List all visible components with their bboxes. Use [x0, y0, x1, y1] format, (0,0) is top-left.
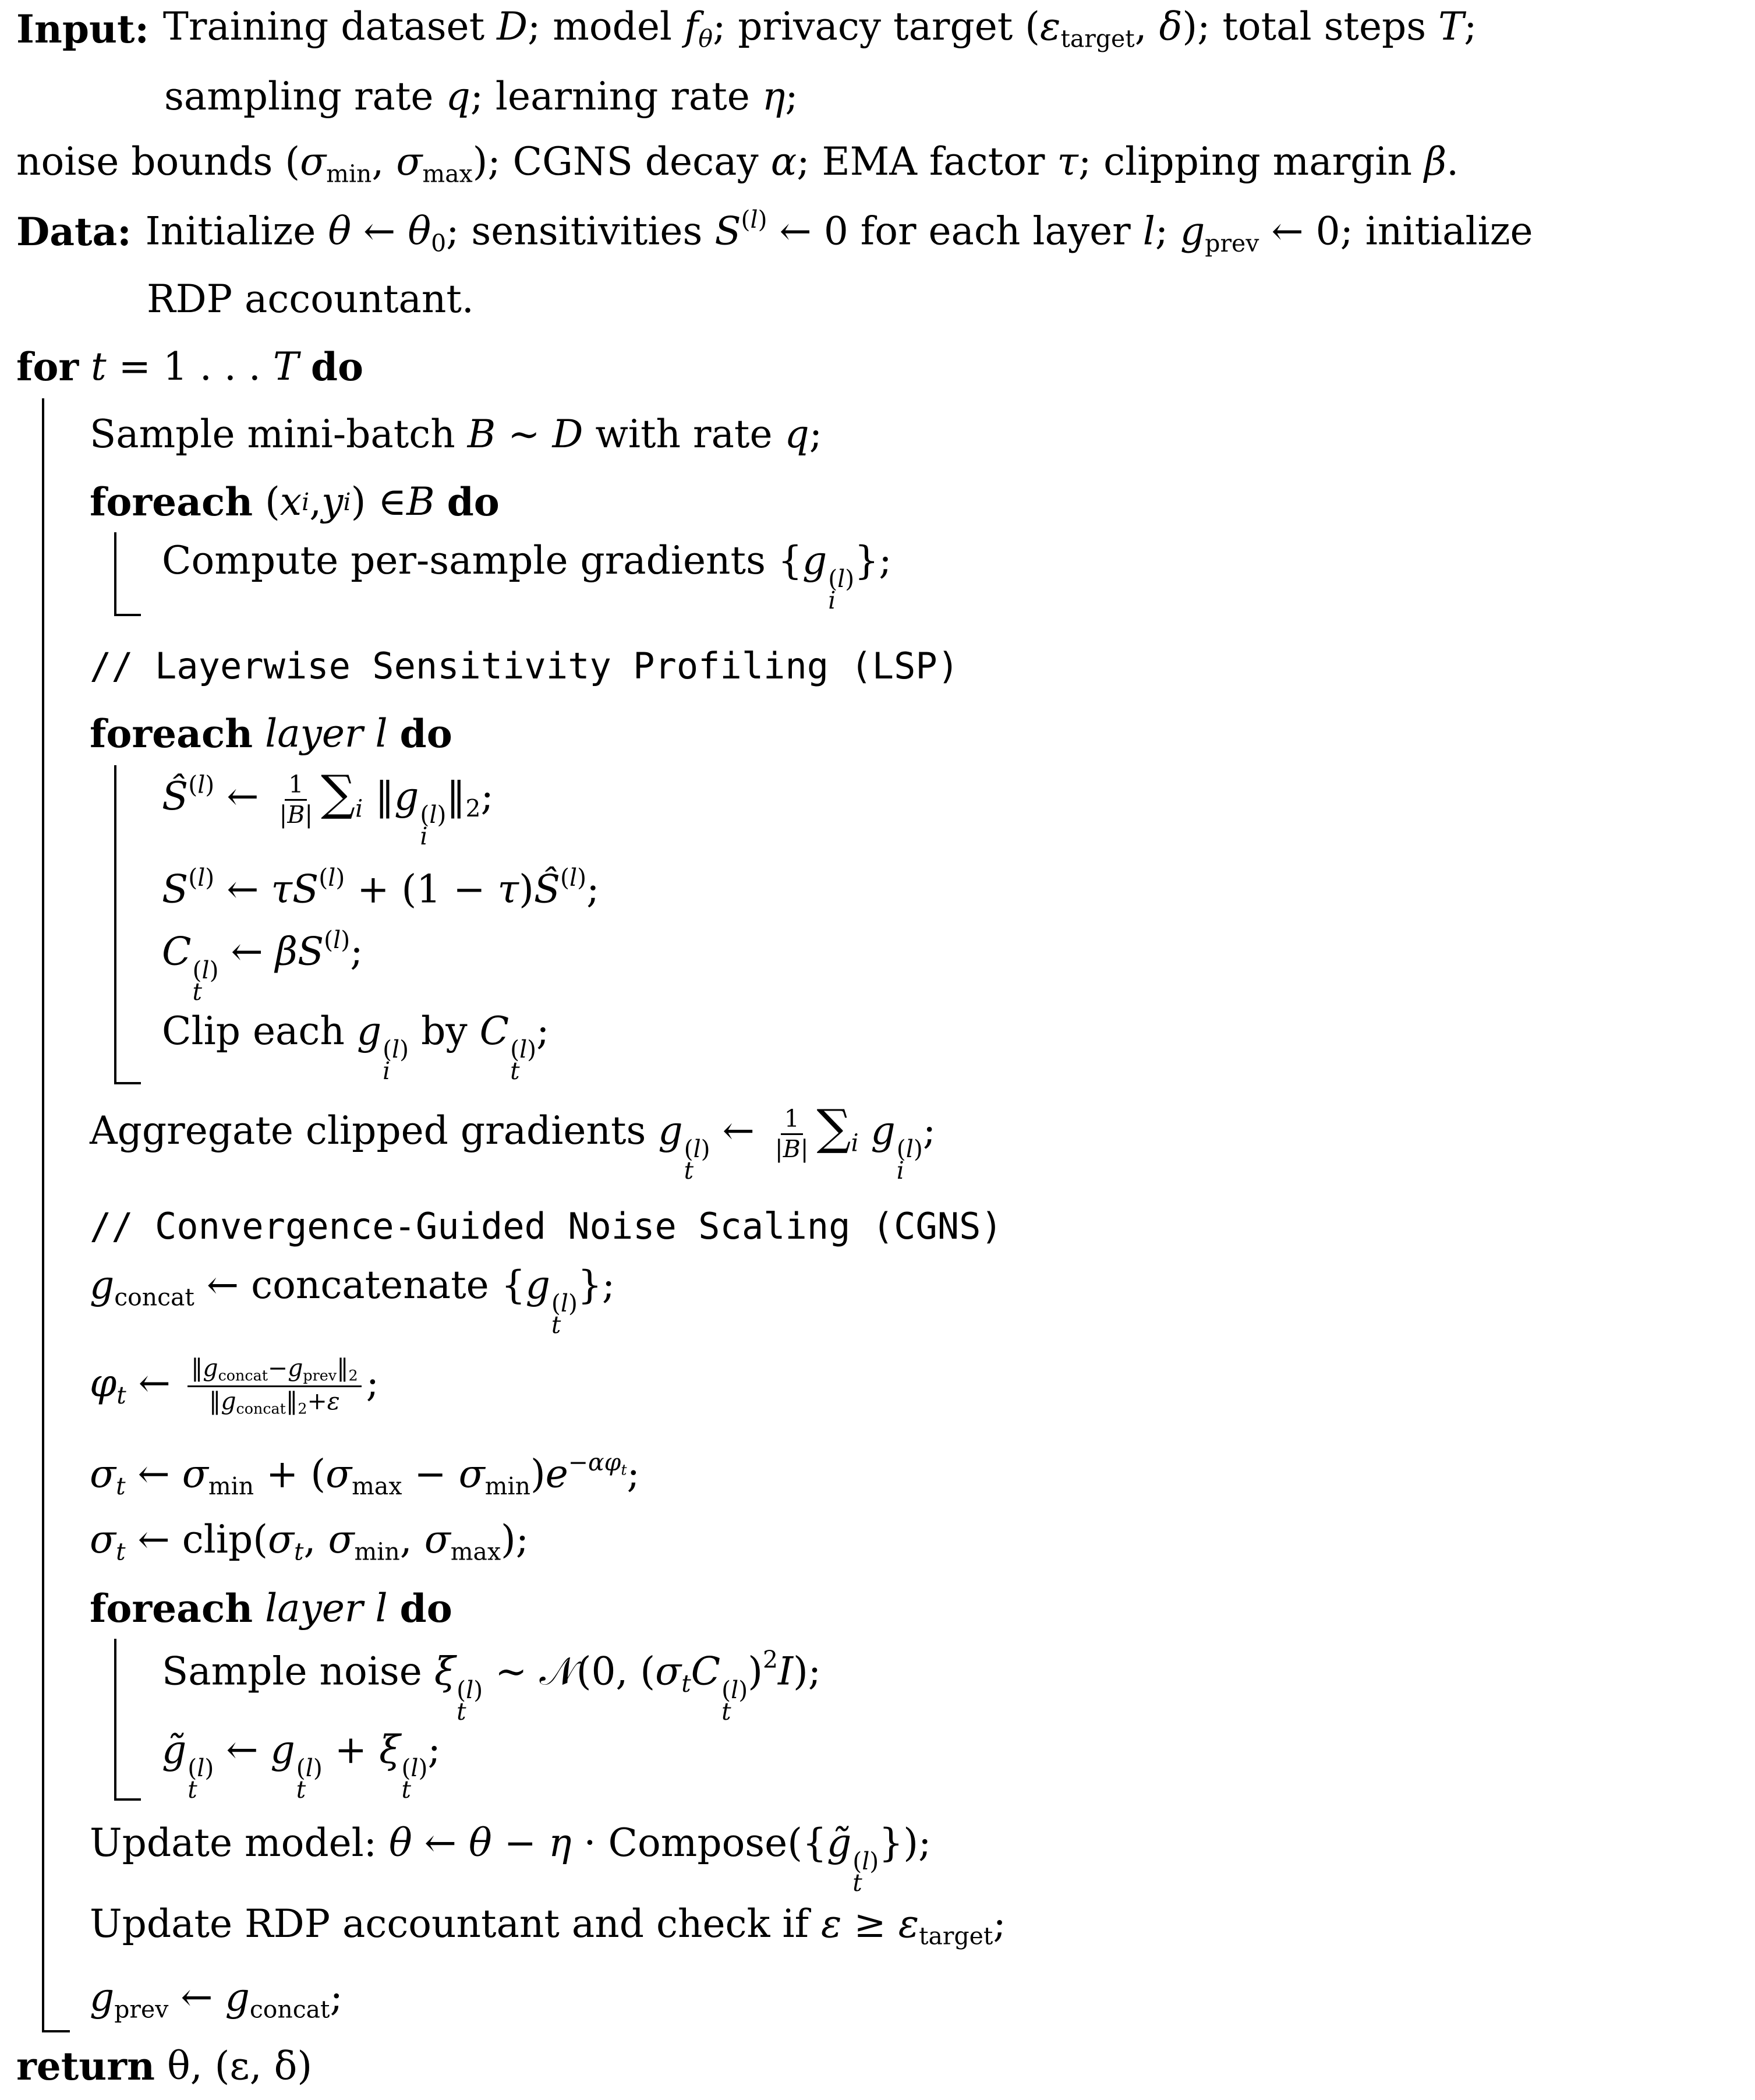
update-rdp-line [90, 1903, 1006, 1950]
lsp-line-3 [162, 926, 363, 1006]
noise-text-1: Sample noise ξ (l) t ∼ 𝒩(0, ($\sigma_tC$ (l) t )$^2$I); [162, 1646, 822, 1726]
data-line-1 [16, 208, 1533, 255]
lsp-line-1 [162, 765, 494, 851]
do-keyword: do [399, 1586, 452, 1631]
foreach-keyword: foreach [90, 1586, 253, 1631]
return-value: θ, (ε, δ) [167, 2044, 313, 2088]
for-keyword: for [16, 344, 79, 390]
update-model-text: Update model: θ ← θ − η · Compose({g̃ (l) t }); [90, 1820, 932, 1897]
update-rdp-text: Update RDP accountant and check if $\varepsilon \ge \varepsilon_{target}$; [90, 1901, 1006, 1950]
sample-text: Sample mini-batch B ∼ D with rate q; [90, 412, 822, 457]
noise-header-text: layer l [265, 1586, 388, 1631]
input-keyword: Input: [16, 6, 149, 52]
layer-header-text: layer l [265, 711, 388, 756]
cgns-text-4: $\sigma_t$ ← $clip(\sigma_t$, $\sigma_{min}$, $\sigma_{max}$); [90, 1516, 529, 1566]
foreach-noise-header [90, 1585, 452, 1632]
noise-line-2 [162, 1727, 441, 1804]
lsp-text-1: $Ŝ^{(l)}$ ← $\frac{1}{|B|}$ $\sum_i$ ‖g (l) i $‖_2$; [162, 765, 494, 851]
lsp-text-3: C (l) t ← $\beta S^{(l)}$; [162, 926, 363, 1006]
noise-line-1 [162, 1646, 822, 1726]
data-text-1: Initialize θ ← $\theta_0$; sensitivities $S^{(l)}$ ← 0 for each layer l; $g_{prev}$ ← 0; initialize [145, 206, 1533, 257]
do-keyword: do [447, 479, 500, 525]
cgns-line-4 [90, 1516, 529, 1566]
do-keyword: do [310, 344, 363, 390]
foreach-sample-rule [114, 532, 116, 616]
lsp-text-4: Clip each g (l) i by C (l) t ; [162, 1009, 550, 1086]
input-text-1: Training dataset D; model $f_\theta$; privacy target ($\varepsilon_{target}$, δ); total steps T; [162, 3, 1477, 53]
data-line-2 [147, 276, 474, 323]
sample-line [90, 411, 822, 458]
noise-text-2: g̃ (l) t ← g (l) t + ξ (l) t ; [162, 1727, 441, 1804]
foreach-layer-end [114, 1082, 141, 1084]
cgns-text-2: $\varphi_t$ ← $\frac{‖g_{concat}-g_{prev}‖_2}{‖g_{concat}‖_2+\varepsilon}$ ; [90, 1353, 379, 1417]
lsp-line-4 [162, 1009, 550, 1086]
foreach-keyword: foreach [90, 479, 253, 525]
foreach-sample-header: foreach ( x i , y i ) ∈ B do [90, 479, 500, 525]
for-block-rule [42, 398, 44, 2032]
update-prev-text: $g_{prev}$ ← $g_{concat}$; [90, 1974, 343, 2024]
input-text-3: noise bounds ($\sigma_{min}$, $\sigma_{max}$); CGNS decay α; EMA factor τ; clipping margin β. [16, 139, 1459, 188]
input-line-2 [164, 73, 798, 120]
cgns-line-1 [90, 1263, 615, 1339]
for-header: for t = 1 . . . T do [16, 344, 363, 390]
input-text-2: sampling rate q; learning rate η; [164, 74, 798, 119]
do-keyword: do [399, 711, 452, 756]
comment-lsp: // Layerwise Sensitivity Profiling (LSP) [90, 645, 960, 687]
return-line [16, 2043, 312, 2090]
lsp-text-2: $S^{(l)}$ ← $\tau S^{(l)} + (1$ − $\tau)Ŝ^{(l)}$; [162, 864, 600, 912]
foreach-noise-end [114, 1798, 141, 1801]
aggregate-text: Aggregate clipped gradients g (l) t ← $\frac{1}{|B|}$ $\sum_i$ g (l) i ; [90, 1100, 936, 1185]
update-prev-line [90, 1974, 343, 2024]
aggregate-line [90, 1100, 936, 1185]
for-block-end [42, 2030, 70, 2032]
data-keyword: Data: [16, 209, 132, 254]
input-line-3 [16, 141, 1459, 188]
data-text-2: RDP accountant. [147, 277, 474, 321]
cgns-line-2 [90, 1353, 379, 1417]
comment-cgns: // Convergence-Guided Noise Scaling (CGNS) [90, 1205, 1003, 1247]
cgns-text-1: $g_{concat}$ ← concatenate {g (l) t }; [90, 1263, 615, 1339]
foreach-sample-end [114, 614, 141, 616]
foreach-keyword: foreach [90, 711, 253, 756]
cgns-line-3 [90, 1448, 640, 1500]
return-keyword: return [16, 2044, 155, 2089]
cgns-text-3: $\sigma_t$ ← $\sigma_{min} + (\sigma_{max} - \sigma_{min})e^{-\alpha\varphi_t}$; [90, 1448, 640, 1500]
per-sample-text: Compute per-sample gradients {g (l) i }; [162, 538, 892, 615]
lsp-line-2 [162, 864, 599, 911]
foreach-noise-rule [114, 1639, 116, 1801]
per-sample-line [162, 538, 892, 615]
foreach-layer-header [90, 710, 452, 757]
input-line-1 [16, 3, 1477, 53]
update-model-line [90, 1820, 932, 1897]
foreach-layer-rule [114, 765, 116, 1084]
